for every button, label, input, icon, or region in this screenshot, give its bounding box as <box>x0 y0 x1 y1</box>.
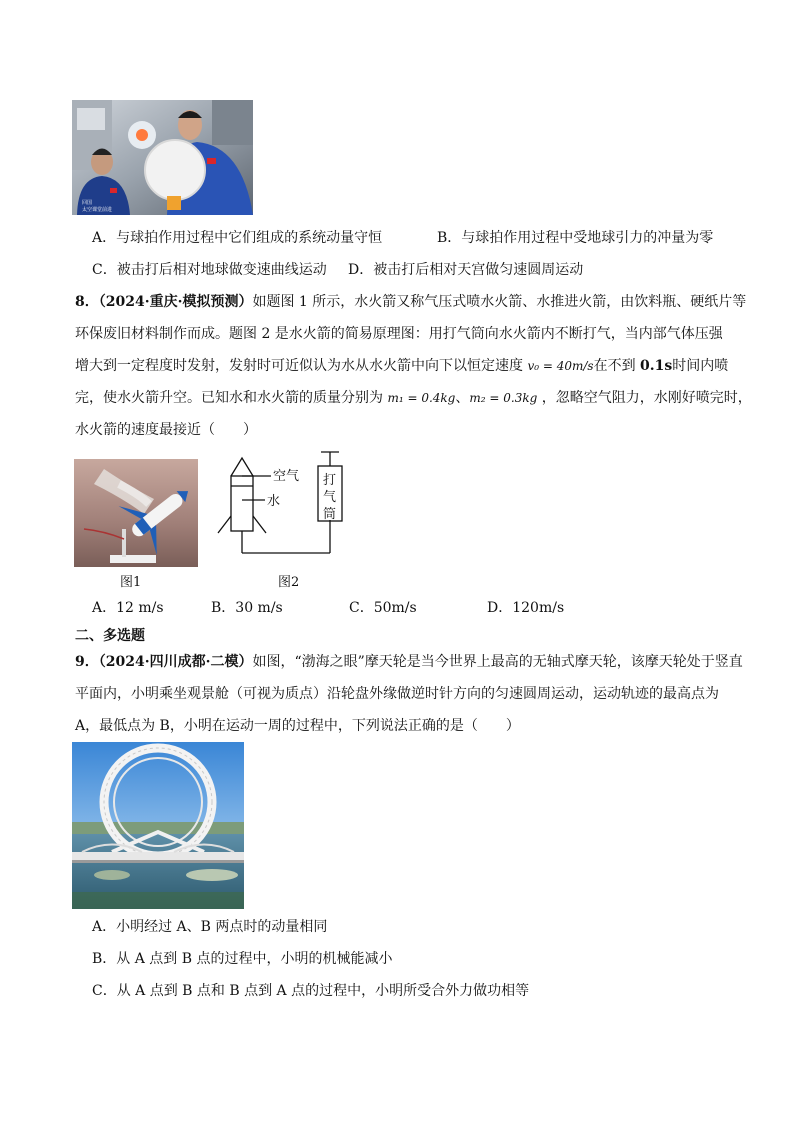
q8-sep: 、 <box>455 390 470 406</box>
q9-option-a: A．小明经过 A、B 两点时的动量相同 <box>92 919 328 935</box>
q9-line-2: 平面内，小明乘坐观景舱（可视为质点）沿轮盘外缘做逆时针方向的匀速圆周运动，运动轨迹的最高点为 <box>75 686 719 702</box>
q8-text-4b: ，忽略空气阻力，水刚好喷完时， <box>541 390 752 406</box>
section-heading: 二、多选题 <box>75 628 145 644</box>
q9-number: 9． <box>75 654 99 670</box>
photo-caption: 回国 <box>82 200 93 206</box>
q8-option-c: C．50m/s <box>349 600 417 616</box>
astronaut-photo <box>72 100 253 215</box>
q8-source: （2024·重庆·模拟预测） <box>98 294 253 310</box>
q8-line-2: 环保废旧材料制作而成。题图 2 是水火箭的简易原理图：用打气筒向水火箭内不断打气，当内部气体压强 <box>75 326 723 342</box>
q8-line-4 <box>75 388 752 408</box>
q8-v0: v₀ = 40m/s <box>527 359 594 373</box>
q7-option-a: A．与球拍作用过程中它们组成的系统动量守恒 <box>92 230 383 246</box>
q7-option-b: B．与球拍作用过程中受地球引力的冲量为零 <box>437 230 714 246</box>
fig2-pump-2: 气 <box>323 490 337 505</box>
fig2-water-label: 水 <box>267 494 281 509</box>
q8-line-5: 水火箭的速度最接近（ ） <box>75 422 257 438</box>
q9-line-3: A，最低点为 B，小明在运动一周的过程中，下列说法正确的是（ ） <box>75 718 520 734</box>
q8-line-3 <box>75 356 728 376</box>
water-rocket-photo <box>74 459 198 567</box>
photo-caption-2: 太空课堂前进 <box>82 207 113 213</box>
q8-line-1 <box>75 292 746 312</box>
q7-option-d: D．被击打后相对天宫做匀速圆周运动 <box>348 262 584 278</box>
q8-option-b: B．30 m/s <box>211 600 283 616</box>
flag-icon <box>110 188 117 193</box>
fig2-air-label: 空气 <box>273 469 300 484</box>
ferris-wheel-photo <box>72 742 244 909</box>
q9-text-1: 如图，“渤海之眼”摩天轮是当今世界上最高的无轴式摩天轮，该摩天轮处于竖直 <box>252 654 743 670</box>
q8-option-d: D．120m/s <box>487 600 565 616</box>
q8-option-a: A．12 m/s <box>92 600 164 616</box>
fig2-pump-1: 打 <box>323 473 337 488</box>
q8-text-3a: 增大到一定程度时发射，发射时可近似认为水从水火箭中向下以恒定速度 <box>75 358 523 374</box>
q8-time: 0.1s <box>640 358 673 374</box>
fig2-label: 图2 <box>278 575 300 590</box>
q8-text-4a: 完，使水火箭升空。已知水和水火箭的质量分别为 <box>75 390 383 406</box>
q9-option-b: B．从 A 点到 B 点的过程中，小明的机械能减小 <box>92 951 393 967</box>
q8-m1: m₁ = 0.4kg <box>387 391 456 405</box>
q8-text-3c: 时间内喷 <box>672 358 729 374</box>
fig2-pump-3: 筒 <box>323 507 337 522</box>
q9-option-c: C．从 A 点到 B 点和 B 点到 A 点的过程中，小明所受合外力做功相等 <box>92 983 530 999</box>
q8-m2: m₂ = 0.3kg <box>469 391 538 405</box>
q8-number: 8． <box>75 294 99 310</box>
q9-source: （2024·四川成都·二模） <box>98 654 253 670</box>
fig1-label: 图1 <box>120 575 142 590</box>
q8-text-1: 如题图 1 所示，水火箭又称气压式喷水火箭、水推进火箭，由饮料瓶、硬纸片等 <box>252 294 747 310</box>
q9-line-1 <box>75 652 743 672</box>
q8-text-3b: 在不到 <box>593 358 636 374</box>
water-rocket-diagram <box>213 450 353 570</box>
q7-option-c: C．被击打后相对地球做变速曲线运动 <box>92 262 327 278</box>
